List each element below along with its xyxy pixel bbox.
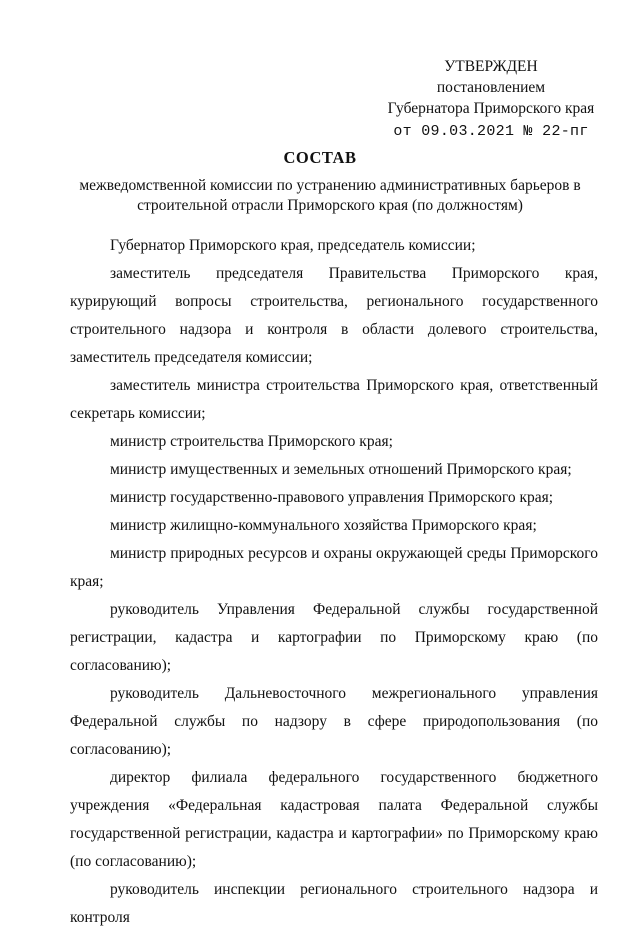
document-title: СОСТАВ <box>283 148 357 167</box>
members-list <box>70 232 598 932</box>
member-item: руководитель Управления Федеральной службы государственной регистрации, кадастра и картографии по Приморскому краю (по согласованию); <box>70 601 598 674</box>
member-item: министр имущественных и земельных отношений Приморского края; <box>110 461 572 478</box>
member-item: Губернатор Приморского края, председатель комиссии; <box>110 237 476 254</box>
approval-resolution: постановлением <box>436 79 546 96</box>
approval-stamp <box>380 56 602 142</box>
member-item: заместитель председателя Правительства Приморского края, курирующий вопросы строительства, регионального государственного строительного надзора и контроля в области долевого строительства, заместитель председателя комиссии; <box>70 265 598 366</box>
document-subtitle: межведомственной комиссии по устранению административных барьеров в строительной отрасли Приморского края (по должностям) <box>79 177 581 214</box>
member-item: министр строительства Приморского края; <box>110 433 393 450</box>
approval-authority: Губернатора Приморского края <box>387 100 595 117</box>
member-item: министр природных ресурсов и охраны окружающей среды Приморского края; <box>70 545 598 590</box>
member-item: руководитель Дальневосточного межрегионального управления Федеральной службы по надзору в сфере природопользования (по согласованию); <box>70 685 598 758</box>
approval-date-number: от 09.03.2021 № 22-пг <box>393 123 589 140</box>
member-item: директор филиала федерального государственного бюджетного учреждения «Федеральная кадастровая палата Федеральной службы государственной регистрации, кадастра и картографии» по Приморскому краю (по согласованию); <box>70 769 598 870</box>
member-item: заместитель министра строительства Приморского края, ответственный секретарь комиссии; <box>70 377 598 422</box>
member-item: руководитель инспекции регионального строительного надзора и контроля <box>70 881 598 926</box>
member-item: министр государственно-правового управления Приморского края; <box>110 489 554 506</box>
approval-heading: УТВЕРЖДЕН <box>444 58 538 75</box>
member-item: министр жилищно-коммунального хозяйства Приморского края; <box>110 517 537 534</box>
